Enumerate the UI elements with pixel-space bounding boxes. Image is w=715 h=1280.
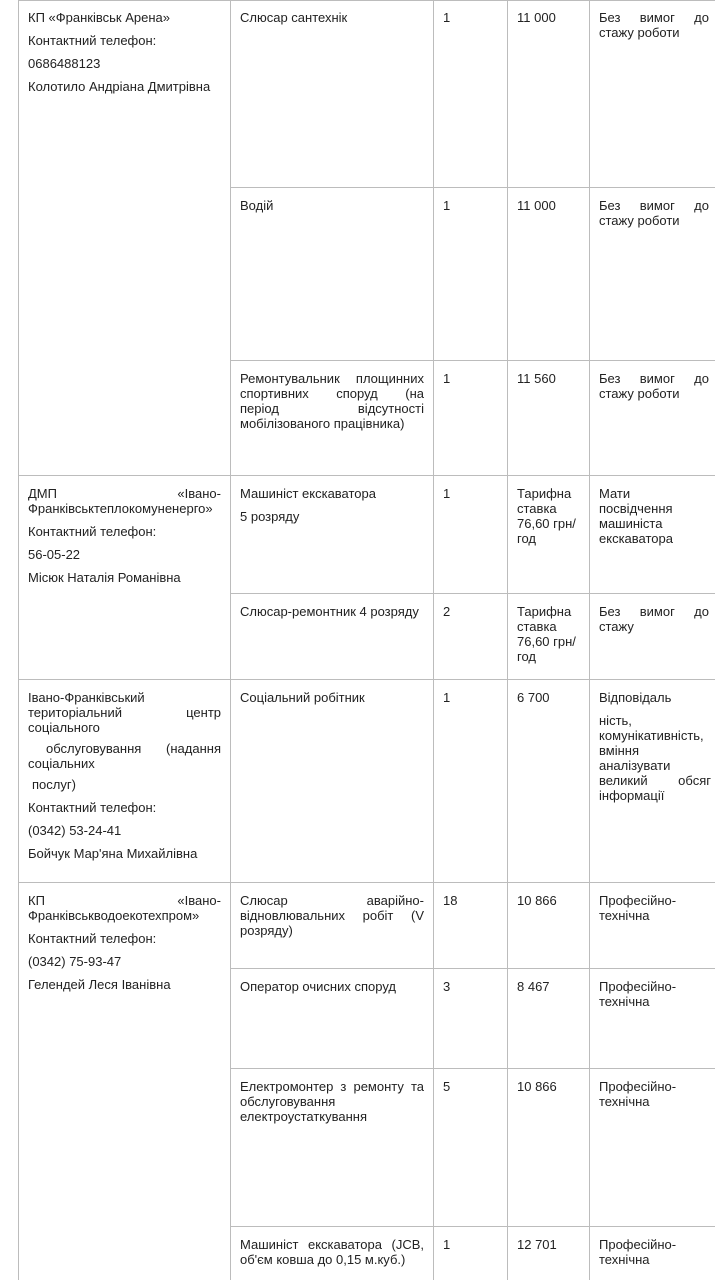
salary-line: Тарифна	[517, 486, 572, 501]
requirements-line: інформації	[599, 788, 665, 803]
vacancy-count: 5	[443, 1079, 451, 1094]
requirements-cell	[599, 979, 709, 1009]
contact-person: Бойчук Мар'яна Михайлівна	[28, 846, 198, 861]
phone-label: Контактний телефон:	[28, 524, 157, 539]
salary-line: 76,60 грн/	[517, 516, 576, 531]
position-line: мобілізованого працівника)	[240, 416, 405, 431]
requirements-line: посвідчення	[599, 501, 673, 516]
employer-cell	[28, 10, 224, 94]
row-divider	[18, 882, 715, 883]
requirements-line: Без вимог до	[599, 604, 709, 619]
requirements-line: аналізувати	[599, 758, 671, 773]
position-line: Машиніст екскаватора (JCB,	[240, 1237, 424, 1252]
employer-name-line: послуг)	[32, 777, 76, 792]
requirements-line: великий обсяг	[599, 773, 711, 788]
requirements-line: технічна	[599, 1252, 650, 1267]
row-divider	[18, 475, 715, 476]
requirements-line: вміння	[599, 743, 639, 758]
position-line: Ремонтувальник площинних	[240, 371, 424, 386]
salary-line: Тарифна	[517, 604, 572, 619]
salary-line: год	[517, 649, 536, 664]
requirements-line: Професійно-	[599, 979, 677, 994]
position-cell: Водій	[240, 198, 274, 213]
column-divider	[507, 0, 508, 1280]
contact-person: Гелендей Леся Іванівна	[28, 977, 171, 992]
position-cell	[240, 486, 426, 524]
requirements-line: Професійно-	[599, 1237, 677, 1252]
requirements-cell	[599, 486, 709, 546]
position-cell: Слюсар-ремонтник 4 розряду	[240, 604, 419, 619]
employer-cell	[28, 893, 221, 992]
position-cell: Соціальний робітник	[240, 690, 365, 705]
salary-line: ставка	[517, 619, 557, 634]
employer-name-line: Франківськводоекотехпром»	[28, 908, 200, 923]
position-line: Слюсар аварійно-	[240, 893, 424, 908]
vacancy-count: 1	[443, 486, 451, 501]
requirements-line: Професійно-	[599, 893, 677, 908]
position-line: Електромонтер з ремонту та	[240, 1079, 424, 1094]
requirements-line: Без вимог до	[599, 10, 709, 25]
position-cell	[240, 1079, 424, 1124]
employer-cell	[28, 486, 221, 585]
position-cell	[240, 1237, 424, 1267]
requirements-cell	[599, 10, 709, 40]
employer-name-line: соціального	[28, 720, 100, 735]
position-line: період відсутності	[240, 401, 424, 416]
requirements-line: машиніста	[599, 516, 663, 531]
employer-name-line: територіальний центр	[28, 705, 221, 720]
position-line: спортивних споруд (на	[240, 386, 424, 401]
salary-cell	[517, 486, 580, 546]
position-cell	[240, 371, 424, 431]
requirements-cell	[599, 371, 709, 401]
vacancy-count: 1	[443, 1237, 451, 1252]
requirements-cell	[599, 198, 709, 228]
table-border-left	[18, 0, 19, 1280]
requirements-cell	[599, 1237, 709, 1267]
phone-label: Контактний телефон:	[28, 931, 157, 946]
requirements-cell	[599, 604, 709, 634]
vacancy-count: 1	[443, 10, 451, 25]
requirements-line: технічна	[599, 908, 650, 923]
phone-label: Контактний телефон:	[28, 33, 157, 48]
position-line: електроустаткування	[240, 1109, 367, 1124]
salary-cell	[517, 604, 580, 664]
row-divider	[18, 679, 715, 680]
position-line: обслуговування	[240, 1094, 336, 1109]
vacancy-count: 1	[443, 371, 451, 386]
employer-name: КП «Франківськ Арена»	[28, 10, 170, 25]
requirements-line: Мати	[599, 486, 631, 501]
requirements-line: екскаватора	[599, 531, 673, 546]
row-divider	[230, 360, 715, 361]
requirements-cell	[599, 893, 709, 923]
vacancy-count: 1	[443, 198, 451, 213]
vacancy-count: 18	[443, 893, 458, 908]
requirements-line: стажу роботи	[599, 213, 680, 228]
requirements-line: технічна	[599, 1094, 650, 1109]
phone-number: (0342) 75-93-47	[28, 954, 122, 969]
column-divider	[230, 0, 231, 1280]
row-divider	[230, 593, 715, 594]
position-line: 5 розряду	[240, 509, 300, 524]
vacancy-count: 2	[443, 604, 451, 619]
requirements-line: стажу	[599, 619, 634, 634]
position-cell: Оператор очисних споруд	[240, 979, 396, 994]
position-cell: Слюсар сантехнік	[240, 10, 348, 25]
salary-line: 76,60 грн/	[517, 634, 576, 649]
position-line: розряду)	[240, 923, 293, 938]
row-divider	[230, 968, 715, 969]
phone-label: Контактний телефон:	[28, 800, 157, 815]
column-divider	[589, 0, 590, 1280]
position-line: об'єм ковша до 0,15 м.куб.)	[240, 1252, 406, 1267]
phone-number: 56-05-22	[28, 547, 81, 562]
salary: 12 701	[517, 1237, 557, 1252]
requirements-line: стажу роботи	[599, 25, 680, 40]
salary: 10 866	[517, 893, 557, 908]
row-divider	[230, 1068, 715, 1069]
position-line: Машиніст екскаватора	[240, 486, 376, 501]
salary: 10 866	[517, 1079, 557, 1094]
requirements-line: Без вимог до	[599, 371, 709, 386]
employer-name-line: Франківськтеплокомуненерго»	[28, 501, 213, 516]
position-cell	[240, 893, 424, 938]
contact-person: Місюк Наталія Романівна	[28, 570, 181, 585]
row-divider	[230, 187, 715, 188]
employer-name-line: Івано-Франківський	[28, 690, 145, 705]
salary: 11 000	[517, 10, 556, 25]
requirements-line: стажу роботи	[599, 386, 680, 401]
employer-name-line: обслуговування (надання	[46, 741, 221, 756]
requirements-line: Відповідаль	[599, 690, 672, 705]
position-line: відновлювальних робіт (V	[240, 908, 424, 923]
employer-name-line: ДМП «Івано-	[28, 486, 221, 501]
employer-cell	[28, 690, 221, 861]
salary: 11 560	[517, 371, 556, 386]
salary: 11 000	[517, 198, 556, 213]
requirements-line: Без вимог до	[599, 198, 709, 213]
salary-line: год	[517, 531, 536, 546]
phone-number: (0342) 53-24-41	[28, 823, 122, 838]
contact-person: Колотило Андріана Дмитрівна	[28, 79, 211, 94]
requirements-line: ність,	[599, 713, 632, 728]
requirements-line: технічна	[599, 994, 650, 1009]
salary-line: ставка	[517, 501, 557, 516]
vacancy-count: 3	[443, 979, 451, 994]
requirements-cell	[599, 690, 711, 803]
table-border-top	[18, 0, 715, 1]
requirements-line: комунікативність,	[599, 728, 704, 743]
salary: 6 700	[517, 690, 550, 705]
column-divider	[433, 0, 434, 1280]
row-divider	[230, 1226, 715, 1227]
requirements-cell	[599, 1079, 709, 1109]
salary: 8 467	[517, 979, 550, 994]
phone-number: 0686488123	[28, 56, 101, 71]
employer-name-line: КП «Івано-	[28, 893, 221, 908]
requirements-line: Професійно-	[599, 1079, 677, 1094]
vacancy-count: 1	[443, 690, 451, 705]
employer-name-line: соціальних	[28, 756, 95, 771]
